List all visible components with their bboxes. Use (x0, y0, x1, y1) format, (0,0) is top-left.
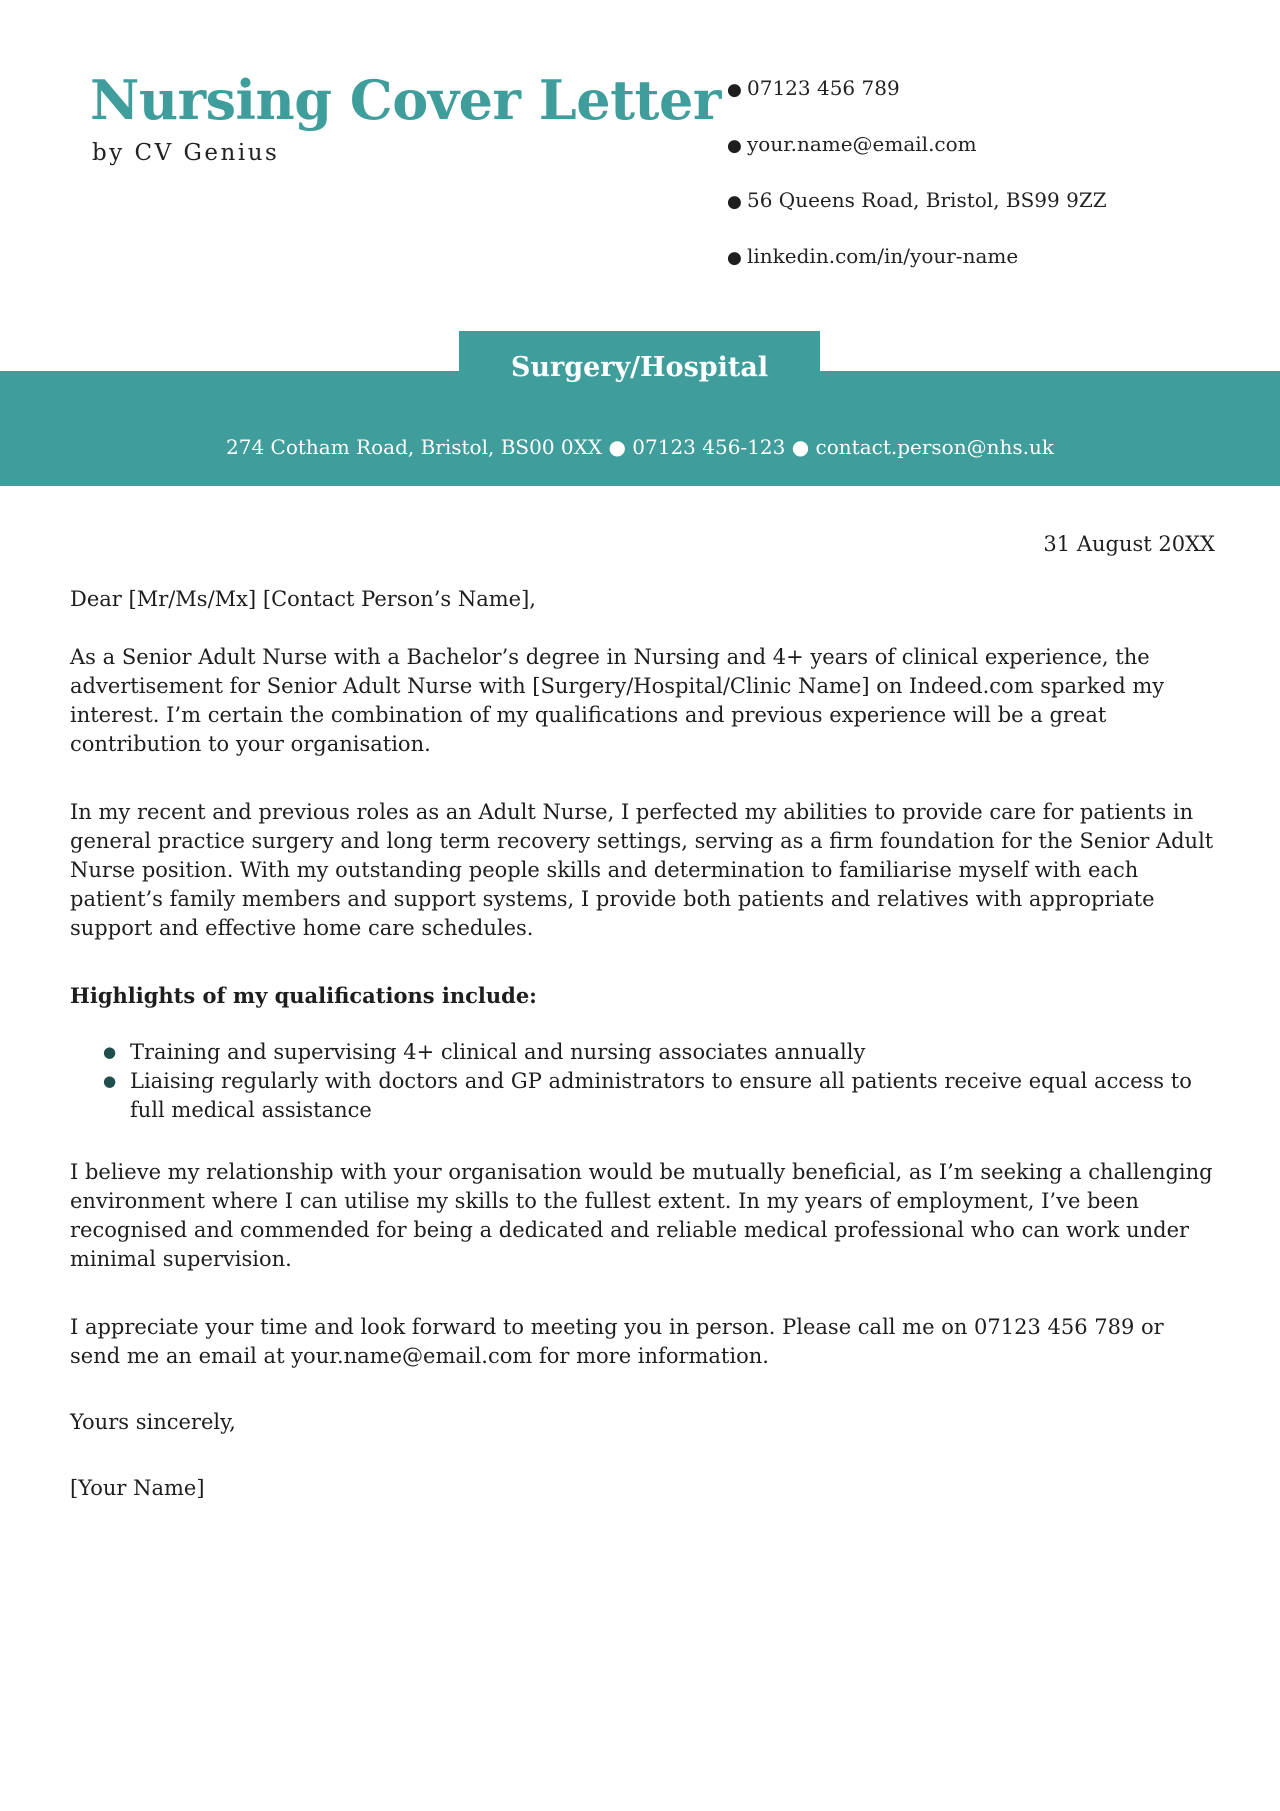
body-paragraph-2: In my recent and previous roles as an Adult Nurse, I perfected my abilities to provide care for patients in general practice surgery and long term recovery settings, serving as a firm foundation for the Senior Adult Nurse position. With my outstanding people skills and determination to familiarise myself with each patient’s family members and support systems, I provide both patients and relatives with appropriate support and effective home care schedules. (70, 800, 1214, 940)
recipient-name: Surgery/Hospital (510, 352, 769, 383)
contact-item-address (727, 186, 1227, 217)
bullet-icon: ● (727, 80, 742, 100)
highlight-item-text: Training and supervising 4+ clinical and nursing associates annually (130, 1040, 866, 1064)
contact-address-text: 56 Queens Road, Bristol, BS99 9ZZ (747, 188, 1107, 212)
highlights-list (70, 1038, 1215, 1125)
letter-date: 31 August 20XX (1043, 532, 1215, 556)
bullet-icon: ● (727, 136, 742, 156)
page-title: Nursing Cover Letter (90, 68, 721, 132)
highlights-heading: Highlights of my qualifications include: (70, 983, 537, 1008)
contact-item-email (727, 130, 1227, 161)
sign-off: Yours sincerely, (70, 1410, 236, 1434)
highlight-item (70, 1038, 1215, 1067)
contact-phone-text: 07123 456 789 (747, 76, 900, 100)
bullet-icon: ● (727, 192, 742, 212)
body-paragraph-3: I believe my relationship with your organisation would be mutually beneficial, as I’m seeking a challenging environment where I can utilise my skills to the fullest extent. In my years of employment, I’ve been recognised and commended for being a dedicated and reliable medical professional who can work under minimal supervision. (70, 1160, 1213, 1271)
letter-body (70, 530, 1215, 1503)
contact-item-phone (727, 74, 1227, 105)
body-paragraph-4: I appreciate your time and look forward to meeting you in person. Please call me on 07123 456 789 or send me an email at your.name@email.com for more information. (70, 1315, 1164, 1368)
contact-list (727, 74, 1227, 298)
bullet-icon: ● (103, 1043, 117, 1061)
body-paragraph-1: As a Senior Adult Nurse with a Bachelor’s degree in Nursing and 4+ years of clinical experience, the advertisement for Senior Adult Nurse with [Surgery/Hospital/Clinic Name] on Indeed.com sparked my interest. I’m certain the combination of my qualifications and previous experience will be a great contribution to your organisation. (70, 645, 1165, 756)
highlight-item (70, 1067, 1215, 1125)
recipient-contact-details: 274 Cotham Road, Bristol, BS00 0XX ● 07123 456-123 ● contact.person@nhs.uk (226, 435, 1054, 459)
contact-linkedin-text: linkedin.com/in/your-name (747, 244, 1019, 268)
header-title-block (90, 70, 721, 166)
contact-item-linkedin (727, 242, 1227, 273)
recipient-banner (0, 331, 1280, 486)
highlight-item-text: Liaising regularly with doctors and GP administrators to ensure all patients receive equal access to full medical assistance (130, 1069, 1192, 1122)
salutation: Dear [Mr/Ms/Mx] [Contact Person’s Name], (70, 587, 536, 611)
contact-email-text: your.name@email.com (747, 132, 977, 156)
page-subtitle: by CV Genius (92, 140, 280, 166)
bullet-icon: ● (727, 248, 742, 268)
signature-name: [Your Name] (70, 1476, 205, 1500)
recipient-banner-band (0, 371, 1280, 486)
bullet-icon: ● (103, 1072, 117, 1090)
